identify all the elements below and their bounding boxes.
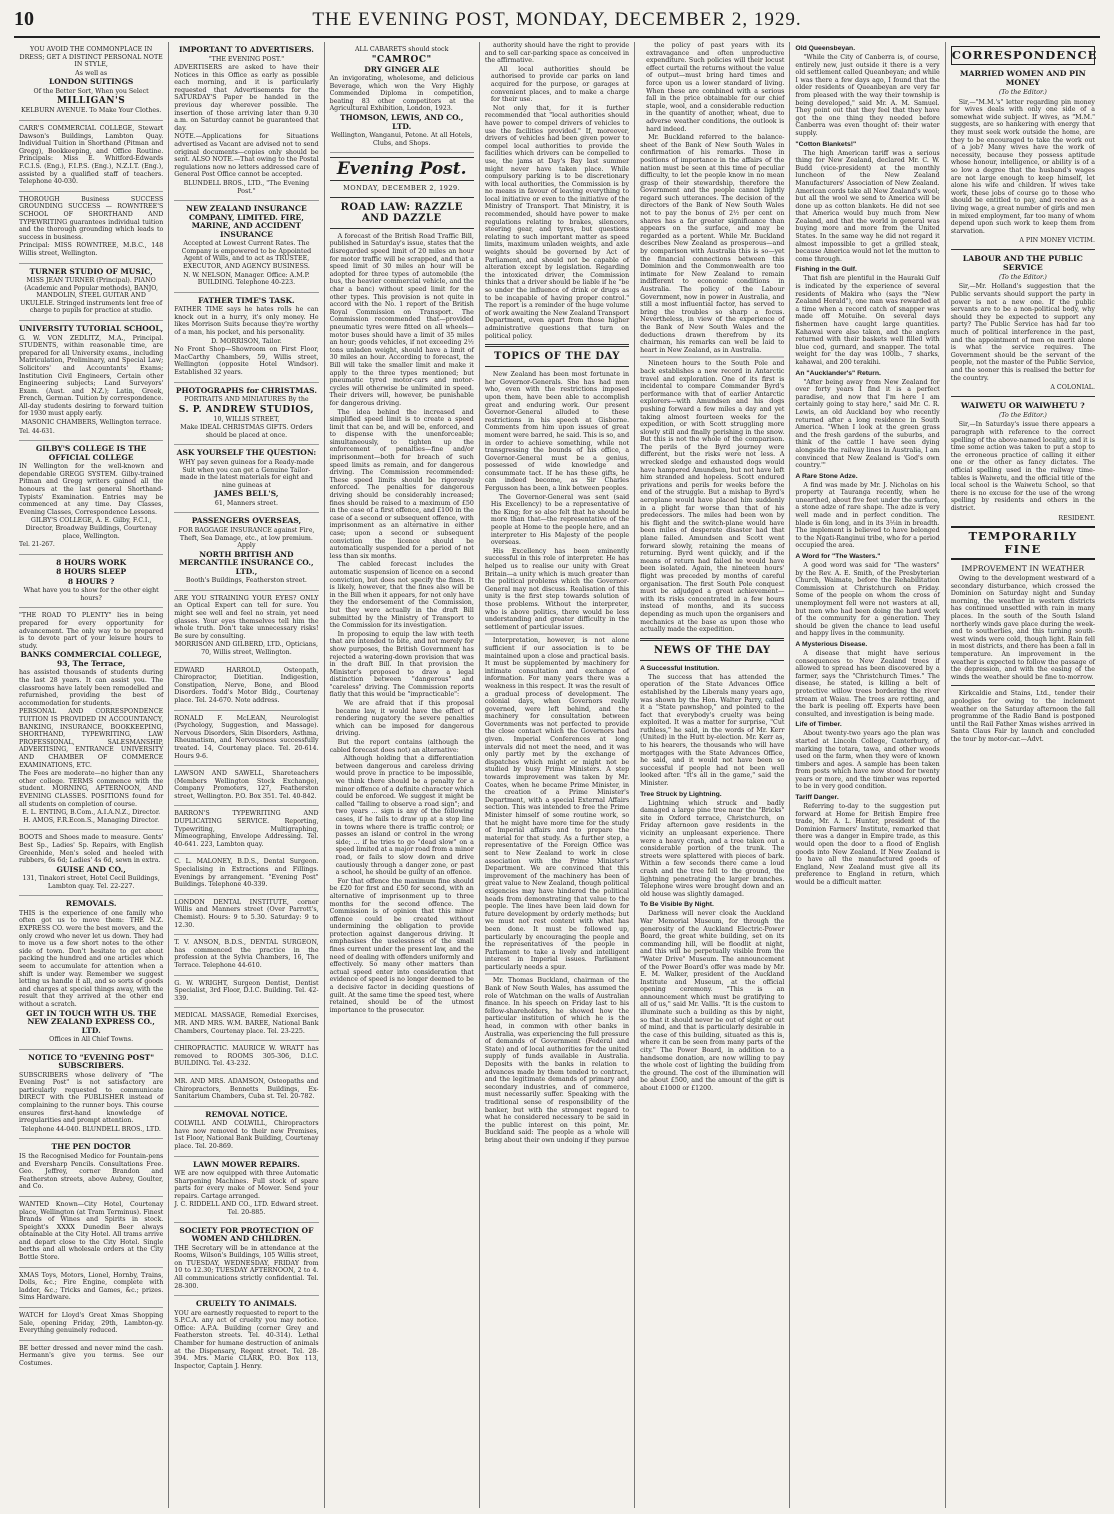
ad-text: "THE ROAD TO PLENTY" lies in being prepared for every opportunity for advancement. The only way to be prepared is to devote part of your leisure hours to study. xyxy=(19,612,164,650)
letter-heading: LABOUR AND THE PUBLIC SERVICE xyxy=(962,253,1083,272)
news-item-text: Referring to-day to the suggestion put forward at Home for British Empire free trade, Mr. A. L. Hunter, president of the Dominion Farmers' Institute, remarked that there was a danger in Empire trade, as this would open the door to a flood of English goods into New Zealand. If New Zealand is to have all the manufactured goods of England, New Zealand must give all its preference to England in return, which would be a difficult matter. xyxy=(795,803,940,886)
ad-heading: GET IN TOUCH WITH US. THE NEW ZEALAND EXPRESS CO., LTD. xyxy=(26,1008,157,1035)
topics-headline: TOPICS OF THE DAY xyxy=(494,351,620,363)
ad-heading: CRUELTY TO ANIMALS. xyxy=(196,1299,297,1309)
ad-heading: NOTICE TO "EVENING POST" SUBSCRIBERS. xyxy=(28,1052,155,1071)
ad-text: THE Secretary will be in attendance at the Rooms, Wilson's Buildings, 105 Willis street, on TUESDAY, WEDNESDAY, FRIDAY from 10 to 12.30; TUESDAY AFTERNOON, 2 to 4. All communications strictly confidential. Tel. 28-300. xyxy=(174,1244,319,1290)
news-item-text: "After being away from New Zealand for over forty years I find it is a perfect paradise, and now that I'm here I am certainly going to stay here," said Mr. C. R. Lewis, an old Auckland boy who recently returned after a long residence in South America. "When I look at the green grass and the fresh gardens of the suburbs, and think of the cattle I have seen dying alongside the railway lines in Australia, I am convinced that New Zealand is 'God's own country.'" xyxy=(795,378,940,470)
ad-important-to-advertisers xyxy=(174,42,318,201)
ad-text: THIS is the experience of one family who often got us to move them: THE N.Z. EXPRESS CO. were the best movers, and the only crowd who never let us down. They had to move us a few short notes to the other side of town. Don't hesitate to get about packing the hundred and one articles which seem to accumulate for attention when a shift is under way. Remember we suggest letting us handle it all, and so sorts of goods and charges at special things away, with the result that they arrived at the other end without a scratch. xyxy=(19,909,164,1008)
editorial-quote: All local authorities should be authorised to provide car parks on land acquired for the purpose, or garages at convenient places, and to make a charge for their use. xyxy=(490,65,630,104)
ad-london-dental xyxy=(174,895,318,935)
news-item-heading: Tree Struck by Lightning. xyxy=(640,790,722,798)
ad-barrons xyxy=(174,806,318,854)
ad-text: "THE EVENING POST." xyxy=(208,55,285,63)
ad-heading: IMPORTANT TO ADVERTISERS. xyxy=(178,45,314,54)
issue-date: MONDAY, DECEMBER 2, 1929. xyxy=(343,184,461,193)
ad-heading: SOCIETY FOR PROTECTION OF WOMEN AND CHILDREN. xyxy=(179,1225,314,1244)
ad-text: PORTRAITS AND MINIATURES By the xyxy=(184,396,309,404)
editorial-paragraph: But the report contains (although the cabled forecast does not) an alternative: xyxy=(329,739,474,754)
ad-medical-massage xyxy=(174,1008,318,1041)
ad-city-hotel xyxy=(19,1197,163,1268)
ad-address: 61, Manners street. xyxy=(214,499,278,507)
ad-text: ALL CABARETS should stock xyxy=(355,46,449,53)
news-item-heading: A Word for "The Wasters." xyxy=(795,553,881,561)
ad-turner-studio xyxy=(19,264,163,321)
ad-heading: GILBY'S COLLEGE IS THE OFFICIAL COLLEGE xyxy=(35,444,147,462)
editorial-paragraph: Not only that, for it is further recommended that "local authorities should have power to compel drivers of vehicles to use the facilities provided." If, moreover, drivers of vehicles had been given power to compel local authorities to provide the facilities which drivers can be compelled to use, the jams at Day's Bay last summer might never have taken place. While compulsory parking is to be discretionary with local authorities, the Commission is by no means in favour of leaving everything to local initiative or even to the initiative of the Ministry of Transport. That Ministry, it is recommended, should have power to make regulations relating to brakes, silencers, steering gear, and tyres, but questions relating to such important matter as speed limits, maximum unladen weights, and axle weights should be governed by Act of Parliament, and should not be capable of alteration except by legislation. Regarding the intoxicated driver, the Commission thinks that a driver should be liable if he "be so under the influence of drink or drugs as to be incapable of having proper control." The report is a reminder of the huge volume of work awaiting the New Zealand Transport Department, even apart from those higher administrative questions that turn on political policy. xyxy=(484,104,630,340)
ad-protection-society xyxy=(174,1223,318,1297)
ad-anson xyxy=(174,935,318,975)
ad-text: EDWARD HARROLD, Osteopath, Chiropractor, Dietitian. Indigestion, Constipation, Nerve, Bone, and Blood Disorders. Todd's Motor Bldg., Courtenay place. Tel. 24-670. Note address. xyxy=(174,666,319,704)
ad-heading: PASSENGERS OVERSEAS, xyxy=(191,516,302,526)
ad-text: WANTED Known—City Hotel, Courtenay place, Wellington (at Tram Terminus). Finest Brands of Wines and Spirits in stock. Speight's XXXX Dunedin Beer always obtainable at the City Hotel. All trams arrive and depart close to the City Hotel. Single berths and all wholesale orders at the City Bottle Store. xyxy=(19,1200,164,1262)
news-item-heading: To Be Visible By Night. xyxy=(640,901,714,909)
topics-paragraph: New Zealand has been most fortunate in her Governor-Generals. She has had men who, even with the restrictions imposed upon them, have been able to accomplish great and enduring work. Our present Governor-General alluded to these restrictions in his speech at Gisborne. Comments from him upon issues of great moment were barred, he said. This is so, and in order to achieve something, while not transgressing the bounds of his office, a Governor-General must be a genius, possessed of wide knowledge and consummate tact. If he has these gifts, he can indeed become, as Sir Charles Fergusson has been, a link between peoples. xyxy=(484,371,630,493)
news-item-text: About twenty-two years ago the plan was started at Lincoln College, Canterbury, of marking the totara, tawa, and other woods used on the farm, when they were of known timbers and ages. A sample has been taken from posts which have now stood for twenty years or more, and the timber was reported to be in very good condition. xyxy=(795,730,940,791)
page-number: 10 xyxy=(14,8,34,30)
ad-maloney xyxy=(174,854,318,894)
news-item-heading: Life of Timber. xyxy=(795,721,842,729)
column-3-editorial xyxy=(325,42,480,1508)
news-item-text: A good word was said for "The wasters" by the Rev. A. E. Smith, of the Presbyterian Church, Waimate, before the Rehabilitation Commission at Christchurch on Friday. Some of the people on whom the cross of unemployment fell were not wasters at all, but men who had been doing the hard work of the community for a generation. They should be given the chance to lead useful and happy lives in the community. xyxy=(795,562,940,638)
ad-brand: MILLIGAN'S xyxy=(57,96,126,107)
ad-text: LONDON DENTAL INSTITUTE, corner Willis and Manners street (Over Parrott's, Chemist). Hours: 9 to 5.30. Saturday: 9 to 12.30. xyxy=(174,898,319,929)
ad-signature: N. W. NELSON, Manager. Office: A.M.P. BUILDING. Telephone 40-223. xyxy=(183,271,310,287)
ad-heading: THOMSON, LEWIS, AND CO., LTD. xyxy=(339,113,464,131)
ad-text: NOTE.—Applications for Situations advertised as Vacant are advised not to send original documents—copies only should be sent. ALSO NOTE.—That owing to the Postal regulations now no letters addressed care of General Post Office cannot be accepted. xyxy=(174,133,319,179)
newspaper-nameplate: Evening Post. xyxy=(330,157,474,181)
ad-adamson xyxy=(174,1074,318,1107)
ad-text: XMAS Toys, Motors, Lionel, Hornby, Trains, Dolls, &c.; Fire Engine, complete with ladder, &c.; Tricks and Games, &c.; prizes. Sims Hardware. xyxy=(19,1271,164,1302)
ad-signature: BLUNDELL BROS., LTD., "The Evening Post." xyxy=(183,180,310,195)
letter-text: Sir,—Mr. Holland's suggestion that the Public servants should support the party in power is not a new one. If the public servants are to be a non-political body, why should they be expected to support any party? The Public Service has had far too much of political interference in the past, and the appointment of men on merit alone is what the service requires. The Government should be the servant of the people, not the master of the Public Service, and the sooner this is realised the better for the country. xyxy=(950,283,1095,382)
ad-line: 8 HOURS WORK xyxy=(56,557,127,567)
ad-text: Accepted at Lowest Current Rates. The Company is empowered to be Appointed Agent of Wills, and to act as TRUSTEE, EXECUTOR, AND AGENCY BUSINESS. xyxy=(181,240,312,270)
editorial-paragraph: authority should have the right to provide and to sell car-parking space as conceived in the affirmative. xyxy=(484,42,630,65)
ad-banks-college xyxy=(19,608,163,830)
ad-line: 8 HOURS SLEEP xyxy=(56,567,127,577)
ad-text: WHY pay seven guineas for a Ready-made Suit when you can get a Genuine Tailor-made in the latest materials for eight and nine guineas at xyxy=(178,458,314,489)
topics-quote: The Governor-General was sent (said His Excellency) to be a representative of the King; for so also felt that he should be more than that—the representative of the people at Home to the people here, and an interpreter to His Majesty of the people overseas. xyxy=(490,493,630,547)
ad-harrold xyxy=(174,663,318,711)
news-item-heading: A Successful Institution. xyxy=(640,664,720,672)
ad-xmas-toys xyxy=(19,1268,163,1308)
ad-brand: JAMES BELL'S, xyxy=(214,489,279,499)
topics-paragraph: His Excellency has been eminently successful in this role of interpreter. He has helped us to realise our unity with Great Britain—a unity which is much greater than the political problems which the Governor-General may not discuss. Realisation of this unity is the first step towards solution of those problems. Without the interpreter, who is above politics, there would be less understanding and greater difficulty in the settlement of particular issues. xyxy=(484,547,630,631)
ad-heading: THE PEN DOCTOR xyxy=(51,1142,131,1152)
ad-text: G. W. WRIGHT, Surgeon Dentist, Dentist Specialist, 3rd Floor, D.I.C. Building. Tel. 42-339. xyxy=(174,979,319,1002)
news-item-text: The high American tariff was a serious thing for New Zealand, declared Mr. C. W. Budd (vice-president) at the monthly luncheon of the New Zealand Manufacturers' Association of New Zealand. American cords take all New Zealand's wool; but all the wool we send to America will be done up as cotton blankets. He did not see that America would buy much from New Zealand, and that the world in general was buying more and more from the United States. In the same way he did not regard it almost impossible to get a grilled steak, because America would not let the mutton to come through. xyxy=(795,149,940,263)
ad-milligans xyxy=(19,42,163,121)
weather-text: Owing to the development westward of a secondary disturbance, which crossed the Dominion on Saturday night and Sunday morning, the weather in western districts has continued unsettled with rain in many places. In the south of the South Island northerly winds gave place during the week-end to southerlies, and this turning south-west winds were cold, though light. Rain fell in most districts, and there has been a fall in temperature. An improvement in the weather is expected to follow the passage of the depression, and with the easing of the winds the weather should be fine to-morrow. xyxy=(950,575,1095,681)
advertisement-text: Kirkcaldie and Stains, Ltd., tender their apologies for owing to the inclement weather on the Saturday afternoon the fall programme of the Radio Band is postponed until the Rail Father Xmas wishes arrived in Santa Claus Fair by launch and concluded the tour by motor-car.—Advt. xyxy=(950,690,1095,743)
ad-text: BOOTS and Shoes made to measure. Gents' Best Sp., Ladies' Sp. Repairs, with English Greenhide, Men's soled and heeled with rubbers, 6s 6d; Ladies' 4s 6d, sewn in extra. xyxy=(19,834,164,865)
ad-text: T. V. ANSON, B.D.S., DENTAL SURGEON, has commenced the practice in the profession at the Sylvia Chambers, 16, The Terrace. Telephone 44-610. xyxy=(174,939,319,969)
ad-camroc xyxy=(330,42,474,153)
ad-text: PERSONAL AND CORRESPONDENCE TUITION IS PROVIDED IN ACCOUNTANCY, BANKING, INSURANCE, BOOKKEEPING, SHORTHAND, TYPEWRITING, LAW PROFESSIONAL, SALESMANSHIP, ADVERTISING, ENTRANCE UNIVERSITY AND CHAMBER OF COMMERCE EXAMINATIONS, ETC. xyxy=(19,708,164,769)
correspondence-banner: CORRESPONDENCE xyxy=(951,46,1095,65)
ad-text: BARRON'S TYPEWRITING AND DUPLICATING SERVICE. Reporting, Typewriting, Multigraphing, Mimeographing, Envelope Addressing. Tel. 40-641. 223, Lambton quay. xyxy=(174,810,319,848)
ad-signature: Telephone 44-040. BLUNDELL BROS., LTD. xyxy=(21,1125,161,1133)
news-item-heading: A Mysterious Disease. xyxy=(795,640,868,648)
ad-brand: "CAMROC" xyxy=(371,54,432,65)
column-6-news xyxy=(790,42,945,1508)
editorial-headline: ROAD LAW: RAZZLE AND DAZZLE xyxy=(340,201,463,224)
ad-heading: UNIVERSITY TUTORIAL SCHOOL, xyxy=(19,324,164,334)
ad-university-tutorial xyxy=(19,321,163,441)
ad-gilbys-college xyxy=(19,441,163,555)
ad-text: CARR'S COMMERCIAL COLLEGE, Stewart Dawson's Buildings, Lambton Quay. Individual Tuition in Shorthand (Pitman and Gregg), Bookkeeping, and Office Routine. Principals: Miss E. Whitford-Edwards F.C.I.S. (Eng.), F.I.P.S. (Eng.), N.Z.I.T. (Eng.), assisted by a qualified staff of teachers. Telephone 40-030. xyxy=(19,125,164,186)
news-item-text: That fish are plentiful in the Hauraki Gulf is indicated by the experience of several residents of Makira who (says the "New Zealand Herald"), one man was rewarded at a time when a record catch of snapper was made off Motuihe. On several days fishermen have caught large quantities. Kahawai were also taken, and the anglers returned with their baskets well filled with blue cod, gurnard, and snapper. The total weight for the day was 100lb., 7 sharks, kahawai, and 200 terakihi. xyxy=(795,275,940,366)
letter-salutation: (To the Editor.) xyxy=(998,273,1047,281)
ad-text: COLWILL AND COLWILL, Chiropractors have now removed to their new Premises, 1st Floor, National Bank Building, Courtenay place. Tel. 20-869. xyxy=(174,1120,319,1150)
ad-lloyds-sale xyxy=(19,1308,163,1341)
column-7-correspondence xyxy=(946,42,1100,1508)
editorial-paragraph: A forecast of the British Road Traffic Bill, published in Saturday's issue, states that the disregarded speed limit of 20 miles an hour for motor traffic will be scrapped, and that a speed limit of 30 miles an hour will be adopted for three types of automobile (the bus, the heavier commercial vehicle, and the char a banc) without speed limit for the other types. This provision is not quite in accord with the No. 1 report of the British Royal Commission on Transport. The Commission recommended that—provided pneumatic tyres were fitted on all wheels—motor buses should have a limit of 35 miles an hour; goods vehicles, if not exceeding 2½ tons unladen weight, should have a limit of 30 miles an hour. According to forecast, the Bill will take the smaller limit and make it apply to the three types mentioned; but pneumatic tyred motor-cars and motor-cycles will otherwise be unlimited in speed. Their drivers will, however, be punishable for dangerous driving. xyxy=(329,232,474,407)
news-headline: NEWS OF THE DAY xyxy=(653,644,771,656)
letter-salutation: (To the Editor.) xyxy=(998,411,1047,419)
topics-paragraph: Interpretation, however, is not alone sufficient if our association is to be maintained upon a close and practical basis. It must be supplemented by machinery for intimate consultation and exchange of information. For many years there was a weakness in this respect. It was the result of a gradual process of development. The colonial days, when Governors really governed, were left behind, and the machinery for consultation between Governments was not perfected to provide the close contact which the Governors had given. Imperial Conferences at long intervals did not meet the need, and it was only partly met by the exchange of dispatches which might or might not be studied by busy Prime Ministers. A step towards improvement was taken by Mr. Coates, when he became Prime Minister, in the creation of a Prime Minister's Department, with a special External Affairs section. This was intended to free the Prime Minister himself of some routine work, so that he might have more time for the study of Imperial affairs and to prepare the material for that study. As a further step, a representative of the Foreign Office was sent to New Zealand to work in close association with the Prime Minister's Department. We are convinced that this improvement of the machinery has been of great value to New Zealand, though political exigencies may have hindered the political heads from demonstrating that value to the people. The lines have been laid down for future development by orderly methods; but we must not rest content with what has been done. It must be followed up, particularly by encouraging the people and the representatives of the people in Parliament to take a lively and intelligent interest in Imperial issues. Parliament particularly needs a spur. xyxy=(484,637,630,971)
ad-text: FOR BAGGAGE INSURANCE against Fire, Theft, Sea Damage, etc., at low premium. Apply xyxy=(178,526,315,550)
ad-text: FATHER TIME says he hates rolls he can knock out in a hurry, it's only money. He likes Morrison Suits because they're worthy of a man, his pocket, and his personality. xyxy=(174,306,319,337)
ad-address: 131, Tinakori street, Hotel Cecil Buildings, Lambton quay. Tel. 22-227. xyxy=(22,875,160,890)
topics-quote: the policy of past years with its extravagance and often unproductive expenditure. Such policies will their locust effect curtail the returns without the value of output—must bring hard times and force upon us a lower standard of living. When these are combined with a serious fall in the price obtainable for our chief staple, wool, and a considerable reduction in the quantity of another, wheat, due to adverse weather conditions, the outlook is hard indeed. xyxy=(646,42,785,133)
editorial-paragraph: The idea behind the increased and simplified speed limit is to create a speed limit that can be, and will be, enforced, and to dispense with the unenforceable; simultaneously, to tighten up the enforcement of penalties—fine and/or imprisonment—both for breach of such speed limits as remain, and for dangerous driving. The Commission recommended: These speed limits should be rigorously enforced. The penalties for dangerous driving should be considerably increased; fines should be raised to a maximum of £50 in the case of a first offence, and £100 in the case of a second or subsequent offence, with imprisonment as an alternative in either case; upon a second or subsequent conviction the licence should be automatically suspended for a period of not less than six months. xyxy=(329,408,474,560)
news-item-heading: Old Queensbeyan. xyxy=(795,45,856,52)
ad-brand: NORTH BRITISH AND MERCANTILE INSURANCE CO., LTD., xyxy=(179,549,314,576)
ad-signature: D. MORRISON, Tailor. xyxy=(211,337,282,345)
ad-text: An invigorating, wholesome, and delicious Beverage, which won the Very Highly Commended Diploma in competition, beating 83 other competitors at the Agricultural Exhibition, London, 1923. xyxy=(329,75,474,113)
ad-text: SUBSCRIBERS whose delivery of "The Evening Post" is not satisfactory are particularly requested to communicate DIRECT with the PUBLISHER instead of complaining to the runner boys. This course ensures first-hand knowledge of irregularities and prompt attention. xyxy=(19,1071,164,1125)
ad-hermanns xyxy=(19,1341,163,1373)
ad-text: WE are now equipped with three Automatic Sharpening Machines. Full stock of spare parts for every make of Mower. Send your repairs. Cartage arranged. xyxy=(174,1170,319,1200)
letter-heading: WAIWETU OR WAIWHETU ? xyxy=(960,400,1085,410)
ad-text: THOROUGH Business SUCCESS GROUNDING SUCCESS — ROWNTREE'S SCHOOL OF SHORTHAND AND TYPEWRITING guarantees individual tuition and the thorough grounding which leads to success in business. xyxy=(19,195,164,241)
ad-text: ARE YOU STRAINING YOUR EYES? ONLY an Optical Expert can tell for sure. You might see well and feel no strain, yet need glasses. Your eyes themselves tell him the whole truth. Don't take unnecessary risks! Be sure by consulting. xyxy=(174,594,319,640)
ad-heading: PHOTOGRAPHS for CHRISTMAS. xyxy=(175,385,317,395)
ad-heading: FATHER TIME'S TASK. xyxy=(198,295,295,305)
ad-text: LAWSON AND SAWELL, Shareteachers (Members Wellington Stock Exchange), Company Promoters, 127, Featherston street, Wellington. P.O. Box 351. Tel. 40-842. xyxy=(174,770,319,800)
news-item-text: "While the City of Canberra is, of course, entirely new, just outside it there is a very old settlement called Queanbeyan; and while I was there a few days ago, I found that the older residents of Queanbeyan are very far from pleased with the way their township is being developed," said Mr. A. M. Samuel. They point out that they feel that they have got the one thing they needed before Canberra was even thought of: their water supply. xyxy=(795,54,940,137)
letter-signature: RESIDENT. xyxy=(1058,514,1095,522)
column-1-classifieds xyxy=(14,42,169,1508)
ad-text: YOU are earnestly requested to report to the S.P.C.A. any act of cruelty you may notice. Office: A.P.A. Building (corner Grey and Featherston streets. Tel. 40-314). Lethal Chamber for humane destruction of animals at the Dispensary, Regent street. Tel. 28-394. Mrs. Marie CLARK, P.O. Box 113, Inspector, Captain J. Henry. xyxy=(174,1309,319,1370)
news-item-text: A disease that might have serious consequences to New Zealand trees if allowed to spread has been discovered by a farmer, says the "Christchurch Times." The disease, he stated, is killing a belt of protective willow trees bordering the river stream at Waiau. The trees are rotting, and the bark is peeling off. Experts have been consulted, and investigation is being made. xyxy=(795,649,940,718)
ad-mclean xyxy=(174,711,318,767)
ad-text: MR. AND MRS. ADAMSON, Osteopaths and Chiropractors, Bennetts Buildings, Ex-Sanitarium Chambers, Cuba st. Tel. 20-782. xyxy=(174,1077,319,1101)
ad-heading: DRY GINGER ALE xyxy=(364,64,440,74)
column-4-editorial xyxy=(480,42,635,1508)
ad-guise-boots xyxy=(19,830,163,896)
ad-carrs-college xyxy=(19,121,163,192)
news-item-text: Darkness will never cloak the Auckland War Memorial Museum, for through the generosity of the Auckland Electric-Power Board, the great white building, set on its commanding hill, will be floodlit at night, and this will be perpetually visible from the "Water Drive" Museum. The announcement of the Power Board's offer was made by Mr. E. M. Walker, president of the Auckland Institute and Museum, at the official opening ceremony. "This is an announcement which must be gratifying to all of us," said Mr. Vallis. "It is the custom to illuminate such a building as this by night, so that it should never be out of sight or out of mind, and that is particularly desirable in the case of this building, situated as this is, where it can be seen from many parts of the city." The Power Board, in addition to a handsome donation, are now willing to pay the whole cost of lighting the building from the ground. The cost of the illumination will be about £500, and the amount of the gift is about £1000 or £1200. xyxy=(640,910,785,1092)
ad-address: 10, WILLIS STREET, xyxy=(213,415,280,423)
ad-text: ADVERTISERS are asked to have their Notices in this Office as early as possible each morning, and it is particularly requested that Advertisements for the SATURDAY'S Paper be handed in the previous day wherever possible. The insertion of those arriving later than 9.30 a.m. on Saturday cannot be guaranteed that day. xyxy=(174,64,319,132)
ad-address: No Front Shop—Showroom on First Floor, MacCarthy Chambers, 59, Willis street, Wellington (opposite Hotel Windsor). Established 32 years. xyxy=(174,346,319,376)
editorial-paragraph: For that offence the maximum fine should be £20 for first and £50 for second, with an alternative of imprisonment up to three months for the second offence. The Commission is of opinion that this minor offence could be created without undermining the obligation to provide protection against dangerous driving. It emphasises the uselessness of the small fines current under the present law, and the need of dealing with offenders uniformly and effectively. So many other matters than actual speed enter into consideration that evidence of speed is no longer deemed to be a decisive factor in deciding questions of guilt. At the same time the speed test, where retained, should be of the utmost importance to the prosecutor. xyxy=(329,877,474,1014)
ad-text: BE better dressed and never mind the cash. Hermann's give you terms. See our Costumes. xyxy=(19,1344,164,1367)
ad-text: G. W. VON ZEDLITZ, M.A., Principal. STUDENTS, within reasonable time, are prepared for all University exams., including Matriculation, Preliminary, and Special Law; Solicitors' and Accountants' Exams; Institution Civil Engineers, Certain other Engineering subjects; Land Surveyors' Exam. (Aust. and N.Z.); Latin, Greek, French, German. Tuition by correspondence. All-day students desiring to forward tuition for 1930 must apply early. xyxy=(19,334,164,418)
topics-paragraph: Mr. Thomas Buckland, chairman of the Bank of New South Wales, has assumed the role of Watchman on the walls of Australian finance. In his speech on Friday last to his fellow-shareholders, he showed how the particular institution of which he is the head, in common with other banks in Australia, was experiencing the full pressure of demands of Government (Federal and State) and of local authorities for the united supply of funds available in Australia. Deposits with the banks in relation to advances made by them tended to contract, and the legitimate demands of primary and secondary industries, and of commerce, must necessarily suffer. Speaking with the traditional sense of responsibility of the banker, but with the strongest regard to what he considered necessary to be said in the public interest on this point, Mr. Buckland said: The people as a whole will bring about their own undoing if they pursue xyxy=(484,977,630,1144)
ad-james-bell xyxy=(174,445,318,513)
ad-lawn-mower xyxy=(174,1157,318,1223)
editorial-quote: We are afraid that if this proposal became law, it would have the effect of rendering nugatory the severe penalties which can be imposed for dangerous driving. xyxy=(335,700,474,738)
ad-text: IN Wellington for the well-known and dependable GREGG SYSTEM. Gilby-trained Pitman and Gregg writers gained all the honours at the last general Shorthand-Typists' Examination. Entries may be commenced at any time. Day Classes, Evening Classes, Correspondence Lessons. xyxy=(19,463,164,516)
ad-telephone: Tel. 21-267. xyxy=(19,541,55,549)
ad-heading: ASK YOURSELF THE QUESTION: xyxy=(176,448,317,458)
editorial-quote: Although holding that a differentiation between dangerous and careless driving would prove in practice to be impossible, we think there should be a penalty for a minor offence of a definite character which could be enforced. We suggest it might be called "failing to observe a road sign"; and two years ... sign is any of the following cases, if he fails to draw up at a stop line in towns where there is traffic control; or passes an island or control in the wrong side; ... if he tries to go "dead slow" on a speed limited at a major road from a minor road, or fails to slow down and drive cautiously through a danger zone, or past a school, he should be guilty of an offence. xyxy=(335,755,474,877)
ad-heading: REMOVAL NOTICE. xyxy=(205,1109,288,1119)
ad-text: As well as xyxy=(75,69,108,77)
ad-text: Principal: MISS ROWNTREE, M.B.C., 148 Willis street, Wellington. xyxy=(19,242,164,257)
ad-subscriber-notice xyxy=(19,1050,163,1140)
column-2-classifieds xyxy=(169,42,324,1508)
news-item-heading: "Cotton Blankets!" xyxy=(795,140,857,148)
ad-text: YOU AVOID THE COMMONPLACE IN DRESS; GET A DISTINCT PERSONAL NOTE IN STYLE, xyxy=(19,46,163,69)
ad-opticians xyxy=(174,591,318,663)
columns xyxy=(14,42,1100,1508)
news-item-heading: Tariff Danger. xyxy=(795,794,839,802)
ad-telephone: Tel. 44-631. xyxy=(19,427,55,435)
ad-nz-insurance xyxy=(174,201,318,293)
news-item-heading: Fishing in the Gulf. xyxy=(795,266,857,274)
ad-heading: LAWN MOWER REPAIRS. xyxy=(193,1159,300,1169)
letter-heading: MARRIED WOMEN AND PIN MONEY xyxy=(959,69,1086,87)
ad-signature: MORRISON AND GILBERD, LTD., Opticians, 70, Willis street, Wellington. xyxy=(174,641,319,656)
ad-baggage-insurance xyxy=(174,513,318,590)
ad-heading: TURNER STUDIO OF MUSIC, xyxy=(29,266,153,276)
column-5-news xyxy=(635,42,790,1508)
ad-text: E. L. ENTING, B.Com., A.I.A.N.Z., Director. H. AMOS, F.R.Econ.S., Managing Director. xyxy=(22,809,161,824)
letter-signature: A PIN MONEY VICTIM. xyxy=(1019,237,1095,245)
ad-text: IS the Recognised Medico for Fountain-pens and Eversharp Pencils. Consultations Free. Geo. Jeffrey, corner Brandon and Featherston streets, above Aubrey, Goulter, and Co. xyxy=(19,1152,164,1191)
ad-pen-doctor xyxy=(19,1139,163,1196)
ad-rowntree-school xyxy=(19,192,163,264)
ad-text: Make IDEAL CHRISTMAS GIFTS. Orders should be placed at once. xyxy=(180,424,313,439)
news-item-text: The success that has attended the operation of the State Advances Office established by the Liberals many years ago, was shown by the Hon. Walter Parry, called it a "State pawnshop," and pointed to the fact that everybody's cruelty was being exploited. It was a matter for surprise, "Cut ruthless," he said, in the words of Mr. Kerr (United) in the Hutt by-election. Mr. Kerr as, to his hearers, the thousands who will have mortgages with the State Advances Office, he said, and it would not have been so successful if people had not been well looked after. "It's all in the game," said the Minister. xyxy=(640,673,785,788)
ad-cruelty-animals xyxy=(174,1296,318,1375)
ad-text: The Fees are moderate—no higher than any other college. TERMS commence with the student. MORNING, AFTERNOON, AND EVENING CLASSES. POSITIONS found for all students on completion of course. xyxy=(19,770,164,808)
ad-text: What have you to show for the other eight hours? xyxy=(23,587,159,602)
weather-subheading: IMPROVEMENT IN WEATHER xyxy=(961,564,1085,574)
news-item-text: A find was made by Mr. J. Nicholas on his property at Tauranga recently, when he unearthed, about five feet under the surface, a stone adze of rare shape. The adze is very well made and in perfect condition. The blade is 6in long, and in its 3½in in breadth. The implement is believed to have belonged to the Ngati-Ranginui tribe, who for a period occupied the area. xyxy=(795,481,940,550)
masthead xyxy=(14,8,1100,38)
ad-eight-hours xyxy=(19,555,163,609)
ad-heading: NEW ZEALAND INSURANCE COMPANY, LIMITED. FIRE, MARINE, AND ACCIDENT INSURANCE xyxy=(186,204,307,239)
editorial-paragraph: The cabled forecast includes the automatic suspension of licence on a second conviction, but does not specify the fines. It is likely, however, that the fines also will be in the Bill when it appears, for not only have they the endorsement of the Commission, but they were actually in the draft Bill submitted by the Ministry of Transport to the Commission for its investigation. xyxy=(329,561,474,630)
topics-paragraph: Nineteen hours to the South Pole and back establishes a new record in Antarctic travel and exploration. One of its first is incidental to compare Commander Byrd's performance with that of earlier Antarctic explorers—with Amundsen and his dogs pushing forward a few miles a day and yet taking almost fourteen weeks for the expedition, or with Scott struggling more slowly still and finally perishing in the snow. But this is not the whole of the comparison. The perils of the Byrd journey were different, but the risks were not less. A wrecked sledge and exhausted dogs would have hampered Amundsen, but not have left him stranded and hopeless. Scott endured privations and perils for weeks before the end of the struggle. But a mishap to Byrd's aeroplane would have placed him suddenly in a plight far worse than that of his predecessors. The miles had been won by his flight and the switch-plane would have been miles of desperate disaster had that plane failed. Amundsen and Scott went forward slowly, retaining the means of returning. Byrd went quickly, and if the means of return had failed he would have been isolated. Again, the nineteen hours' flight was preceded by months of careful organisation. The first South Pole conquest must be adjudged a great achievement—with its risks concentrated in a few hours instead of months, and its success depending as much upon the organisers and mechanics at the base as upon those who actually made the expedition. xyxy=(640,360,785,634)
ad-text: CHIROPRACTIC. MAURICE W. WRATT has removed to ROOMS 305-306, D.I.C. BUILDING. Tel. 43-232. xyxy=(174,1045,319,1068)
ad-chiropractic xyxy=(174,1041,318,1074)
ad-heading: REMOVALS. xyxy=(65,899,117,909)
ad-text: GILBY'S COLLEGE, A. E. Gilby, F.C.I., Director, Broadway Buildings, Courtenay place, Wellington. xyxy=(25,517,157,540)
ad-andrew-studios xyxy=(174,383,318,446)
ad-line: 8 HOURS ? xyxy=(67,576,115,586)
letter-signature: A COLONIAL. xyxy=(1050,384,1095,392)
ad-address: Booth's Buildings, Featherston street. xyxy=(185,577,307,585)
ad-address: KELBURN AVENUE. To Make Your Clothes. xyxy=(20,107,162,115)
ad-text: has assisted thousands of students during the last 28 years. It can assist you. The classrooms have lately been remodelled and refurnished, providing the best of accommodation for students. xyxy=(19,669,164,707)
masthead-title: THE EVENING POST, MONDAY, DECEMBER 2, 1929. xyxy=(312,9,802,30)
editorial-paragraph: In proposing to equip the law with teeth that are intended to bite, and not merely for show purposes, the British Government has rejected a watering-down provision that was in the draft Bill. In that provision the Minister's proposed to draw a legal distinction between "dangerous" and "careless" driving. The Commission reports flatly that this would be "impracticable": xyxy=(329,630,474,699)
news-item-heading: An "Aucklander's" Return. xyxy=(795,369,881,377)
ad-text: Of the Better Sort, When you Select xyxy=(33,87,149,95)
ad-text: MISS JEAN TURNER (Principal). PIANO (Academic and Popular methods), BANJO, MANDOLIN, STEEL GUITAR AND UKULELE. Stringed instruments lent free of charge to pupils for practice at studio. xyxy=(20,277,163,315)
letter-text: Sir,—"M.M.'s" letter regarding pin money for wives deals with only one side of a somewhat wide subject. If wives, as "M.M." suggests, are so hankering with energy that they must seek work outside the home, are they to be encouraged to take the work out of a job? Many wives have the work of necessity, because they possess aptitude whose honour, intelligence, or ability is of a so low a degree that the husband's wages are not large enough to keep himself, let alone his wife and children. If wives take work, these jobs of course go to those who should be entitled to pay, and receive as a living wage, a great number of girls and men in mixed employment, far too many of whom depend upon such work to keep them from starvation. xyxy=(950,98,1095,235)
ad-father-time xyxy=(174,293,318,383)
ad-brand: S. P. ANDREW STUDIOS, xyxy=(178,404,315,415)
ad-lawson-sawell xyxy=(174,766,318,806)
ad-heading: GUISE AND CO., xyxy=(56,864,126,874)
news-item-heading: A Rare Stone Adze. xyxy=(795,472,858,480)
ad-text: MEDICAL MASSAGE, Remedial Exercises, MR. AND MRS. W.M. BAREE, National Bank Chambers, Courtenay place. Tel. 23-225. xyxy=(174,1012,319,1035)
ad-signature: J. C. RIDDELL AND CO., LTD. Edward street. Tel. 20-885. xyxy=(174,1201,319,1217)
letter-salutation: (To the Editor.) xyxy=(998,89,1047,96)
ad-text: RONALD F. McLEAN, Neurologist (Psychology, Suggestion, and Massage). Nervous Disorders, Skin Disorders, Asthma, Rheumatism, and Nervousness successfully treated. 14, Courtenay place. Tel. 20-614. Hours 9-6. xyxy=(174,714,319,760)
letter-text: Sir,—In Saturday's issue there appears a paragraph with reference to the correct spelling of the above-named locality, and it is time some action was taken to put a stop to the erroneous practice of calling it either one or the other as fancy dictates. The official spelling used in the railway time-tables is Waiwetu, and the official title of the local school is the Waiwetu School, so that there is no excuse for the use of the wrong spelling by residents and others in the district. xyxy=(950,421,1095,512)
topics-paragraph: Mr. Buckland referred to the balance-sheet of the Bank of New South Wales in confirmation of his remarks. Those in positions of importance in the affairs of the nation must be seen at this time of peculiar difficulty, to let the people know in no mean grasp of their stewardship, therefore the Government and the people cannot lightly regard such utterances. The decision of the directors of the Bank of New South Wales not to pay the bonus of 2½ per cent on shares has a far greater significance than appears on the surface, and may be regarded as a portent. While Mr. Buckland describes New Zealand as prosperous—and by comparison with Australia this is so—yet the financial connections between this Dominion and the Commonwealth are too intimate for New Zealand to remain indifferent to economic conditions in Australia. The policy of the Labour Government, now in power in Australia, and still a most influential factor, has served to bring the troubles so sharp a focus. Nevertheless, in view of the experience of the Bank of New South Wales and the deductions drawn therefrom by its chairman, his remarks can well be laid to heart in New Zealand, as in Australia. xyxy=(640,134,785,354)
ad-wright xyxy=(174,976,318,1009)
news-item-text: Lightning which struck and badly damaged a large pine tree near the "Bricks" site in Oxford terrace, Christchurch, on Friday afternoon gave residents in the vicinity an unpleasant experience. There were a heavy crash, and a tree taken out a considerable portion of the trunk. The streets were splattered with pieces of bark. Within a few seconds there came a loud crash and the tree fell to the ground, the lightning penetrating the larger branches. Telephone wires were brought down and an old house was slightly damaged. xyxy=(640,799,785,898)
ad-text: C. L. MALONEY, B.D.S., Dental Surgeon. Specialising in Extractions and Fillings. Evenings by arrangement. "Evening Post" Buildings. Telephone 40-339. xyxy=(174,858,319,889)
ad-removal-notice xyxy=(174,1107,318,1157)
ad-removals xyxy=(19,896,163,1049)
ad-address: Offices in All Chief Towns. xyxy=(49,1036,134,1044)
ad-text: WATCH for Lloyd's Great Xmas Shopping Sale, opening Friday, 29th, Lambton-qy. Everything genuinely reduced. xyxy=(19,1312,164,1335)
ad-address: MASONIC CHAMBERS, Wellington terrace. xyxy=(21,419,162,427)
weather-banner: TEMPORARILY FINE xyxy=(951,526,1095,560)
ad-address: Wellington, Wanganui, Petone. At all Hotels, Clubs, and Shops. xyxy=(331,132,473,147)
ad-heading: BANKS COMMERCIAL COLLEGE, 93, The Terrace, xyxy=(20,650,162,668)
ad-heading: LONDON SUITINGS xyxy=(48,77,134,87)
